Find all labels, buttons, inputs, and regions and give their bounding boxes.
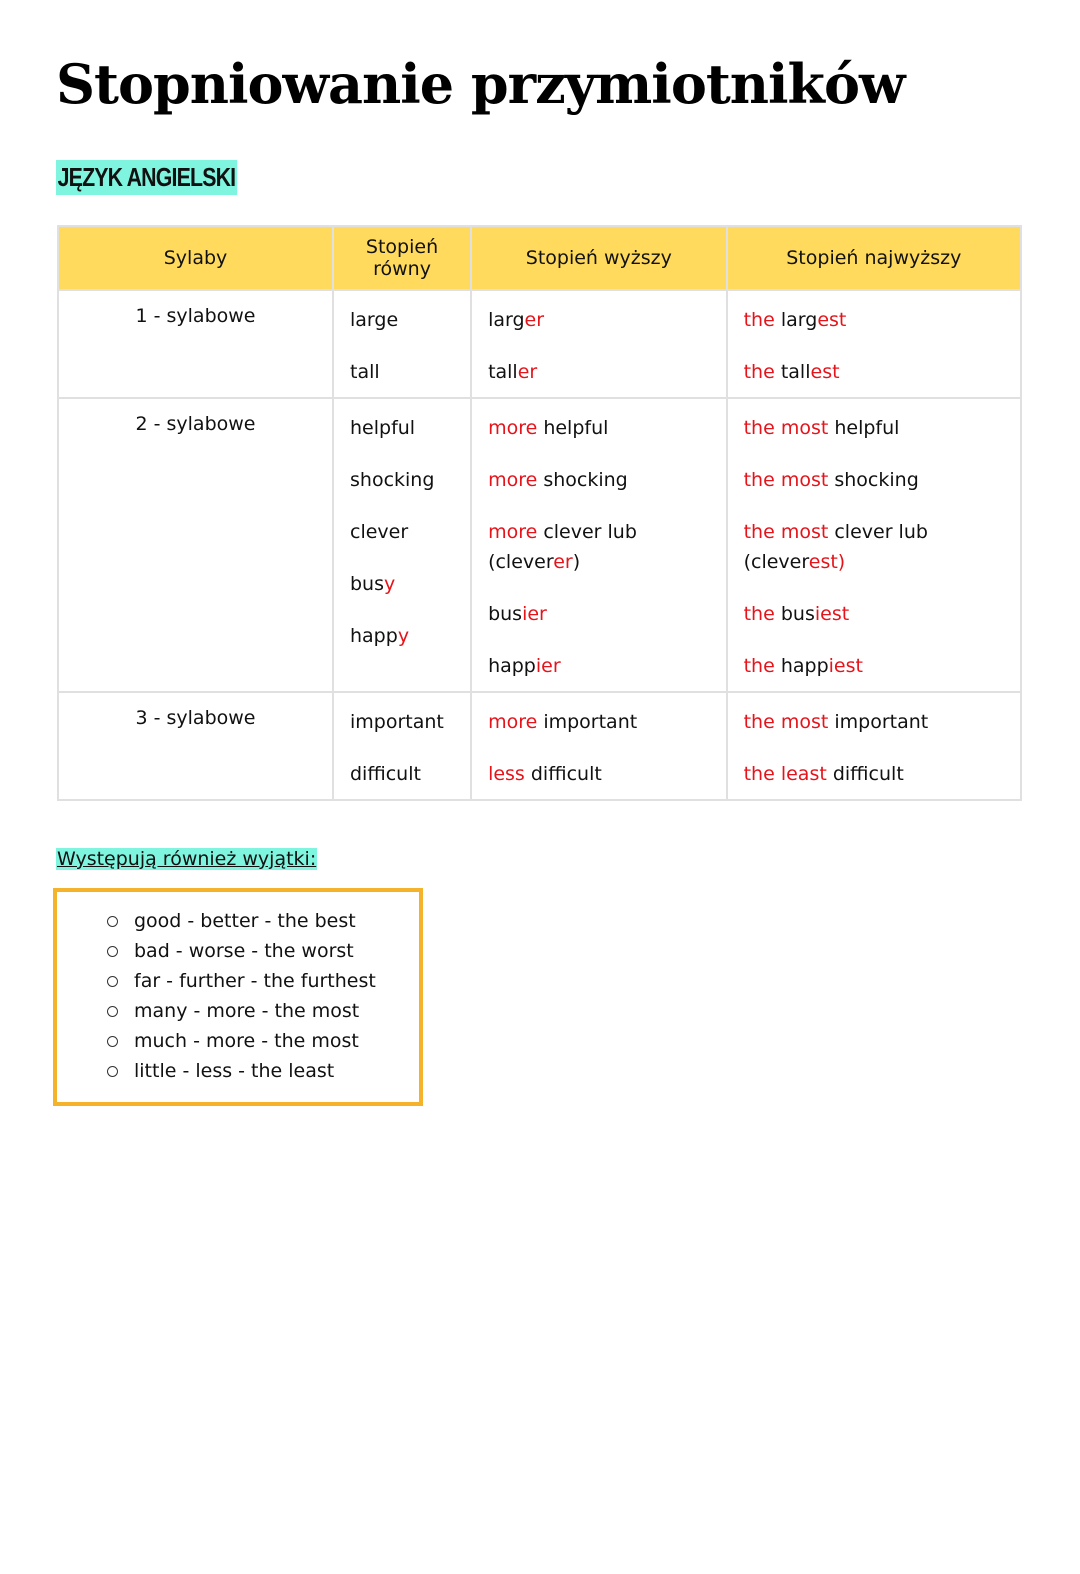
circle-bullet-icon [107,916,118,927]
word-form [744,357,1004,387]
text-segment: tall [488,361,518,383]
section-subtitle: JĘZYK ANGIELSKI [56,160,237,195]
circle-bullet-icon [107,1066,118,1077]
text-segment: important [543,711,638,733]
text-segment: helpful [543,417,609,439]
highlighted-segment: the most [743,417,835,439]
exceptions-heading: Występują również wyjątki: [57,848,317,870]
circle-bullet-icon [107,976,118,987]
superlative-cell [727,398,1021,692]
exception-text: far - further - the furthest [134,970,376,992]
highlighted-segment: more [488,417,544,439]
comparative-cell [471,692,727,800]
highlighted-segment: est [817,309,847,331]
word-form [350,465,454,495]
word-form [488,465,710,495]
highlighted-segment: iest [814,603,850,625]
word-form [350,413,454,443]
text-segment: happ [350,625,398,647]
header-superlative: Stopień najwyższy [727,226,1021,290]
exceptions-box [53,888,423,1106]
exception-text: little - less - the least [134,1060,335,1082]
word-form [488,517,710,577]
table-row [58,398,1021,692]
exception-item [107,1056,419,1086]
text-segment: shocking [834,469,919,491]
superlative-cell [727,692,1021,800]
table-row [58,290,1021,398]
highlighted-segment: the most [743,521,835,543]
highlighted-segment: more [488,469,544,491]
positive-cell [333,692,471,800]
text-segment: difficult [350,763,421,785]
text-segment: happ [488,655,536,677]
exceptions-list [57,892,419,1086]
exception-text: many - more - the most [134,1000,360,1022]
text-segment: clever lub (clever [488,521,637,573]
text-segment: important [834,711,929,733]
circle-bullet-icon [107,1006,118,1017]
highlighted-segment: ier [535,655,561,677]
word-form [744,413,1004,443]
word-form [488,599,710,629]
comparison-table [57,225,1022,801]
word-form [744,651,1004,681]
text-segment: helpful [834,417,900,439]
highlighted-segment: the [743,361,781,383]
text-segment: larg [780,309,818,331]
highlighted-segment: iest [828,655,863,677]
highlighted-segment: y [397,625,410,647]
text-segment: bus [350,573,385,595]
word-form [350,569,454,599]
highlighted-segment: more [488,521,544,543]
word-form [744,599,1004,629]
text-segment: happ [780,655,829,677]
highlighted-segment: the most [743,711,835,733]
word-form [350,305,454,335]
word-form [744,759,1004,789]
word-form [488,651,710,681]
word-form [350,621,454,651]
header-positive: Stopień równy [333,226,471,290]
text-segment: important [350,711,444,733]
highlighted-segment: est) [808,551,846,573]
word-form [350,517,454,547]
highlighted-segment: est [810,361,840,383]
word-form [744,517,1004,577]
text-segment: bus [780,603,815,625]
text-segment: difficult [832,763,904,785]
word-form [488,357,710,387]
syllables-cell: 2 - sylabowe [58,398,333,692]
superlative-cell [727,290,1021,398]
page-title: Stopniowanie przymiotników [56,52,905,116]
syllables-cell: 3 - sylabowe [58,692,333,800]
text-segment: helpful [350,417,416,439]
comparative-cell [471,290,727,398]
circle-bullet-icon [107,1036,118,1047]
exception-item [107,1026,419,1056]
text-segment: tall [780,361,811,383]
text-segment: shocking [543,469,628,491]
text-segment: bus [488,603,523,625]
word-form [744,707,1004,737]
text-segment: shocking [350,469,435,491]
exception-item [107,906,419,936]
highlighted-segment: ier [522,603,547,625]
highlighted-segment: the [743,309,781,331]
highlighted-segment: the [743,655,781,677]
exception-item [107,936,419,966]
text-segment: larg [488,309,525,331]
header-syllables: Sylaby [58,226,333,290]
word-form [488,759,710,789]
word-form [744,305,1004,335]
word-form [350,759,454,789]
highlighted-segment: the most [743,469,835,491]
highlighted-segment: er [553,551,573,573]
text-segment: ) [572,551,581,573]
highlighted-segment: y [384,573,396,595]
table-row [58,692,1021,800]
exception-item [107,996,419,1026]
exception-text: much - more - the most [134,1030,359,1052]
word-form [744,465,1004,495]
highlighted-segment: er [517,361,538,383]
text-segment: clever [350,521,409,543]
syllables-cell: 1 - sylabowe [58,290,333,398]
text-segment: difficult [530,763,602,785]
exception-text: good - better - the best [134,910,356,932]
highlighted-segment: er [524,309,545,331]
positive-cell [333,290,471,398]
comparative-cell [471,398,727,692]
exception-item [107,966,419,996]
exception-text: bad - worse - the worst [134,940,354,962]
highlighted-segment: the least [743,763,833,785]
text-segment: large [350,309,399,331]
word-form [488,305,710,335]
highlighted-segment: more [488,711,544,733]
text-segment: clever lub (clever [743,521,928,573]
word-form [350,707,454,737]
positive-cell [333,398,471,692]
table-header-row [58,226,1021,290]
word-form [350,357,454,387]
word-form [488,707,710,737]
text-segment: tall [350,361,380,383]
highlighted-segment: the [743,603,781,625]
header-comparative: Stopień wyższy [471,226,727,290]
circle-bullet-icon [107,946,118,957]
word-form [488,413,710,443]
highlighted-segment: less [488,763,531,785]
